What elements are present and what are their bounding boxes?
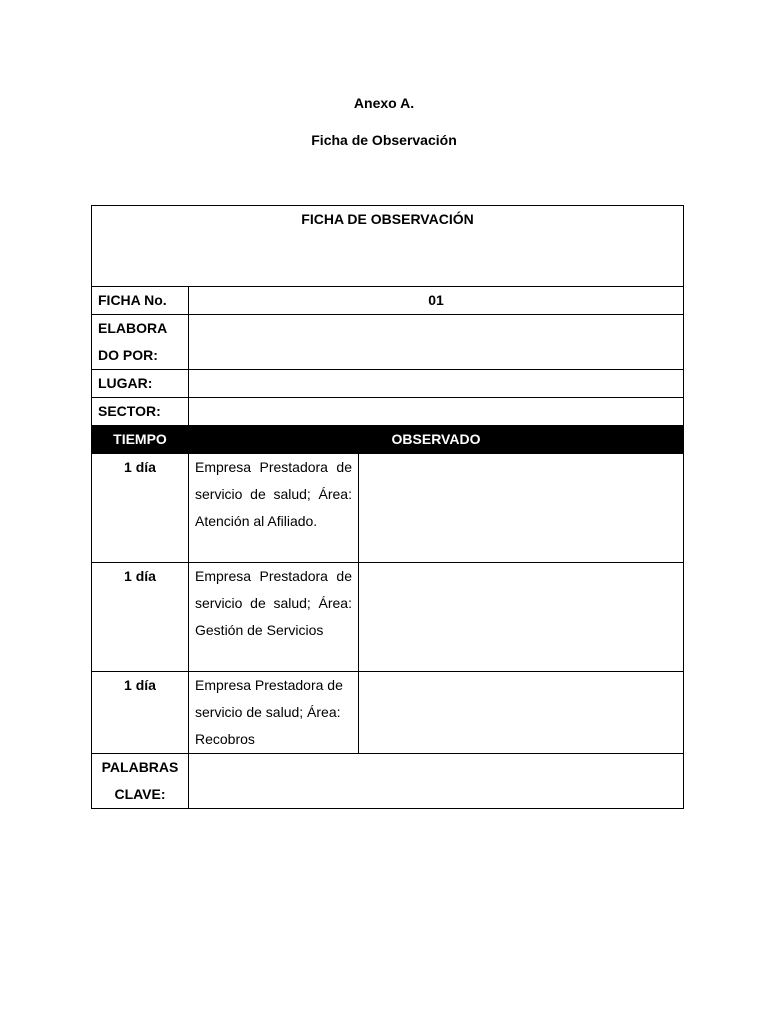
palabras-clave-label (92, 754, 189, 809)
annex-heading: Anexo A. (353, 95, 415, 111)
document-subtitle: Ficha de Observación (311, 132, 457, 148)
descripcion-cell: Empresa Prestadora de servicio de salud; Área: Recobros (189, 672, 359, 754)
elaborado-por-label (92, 315, 189, 370)
elaborado-por-label-line1: ELABORA (98, 320, 168, 336)
palabras-clave-label-line1: PALABRAS (101, 759, 179, 775)
palabras-clave-field (189, 754, 684, 809)
table-row (92, 563, 684, 672)
table-row (92, 454, 684, 563)
column-header-tiempo: TIEMPO (92, 426, 189, 454)
ficha-number-row (92, 287, 684, 315)
sector-field (189, 398, 684, 426)
elaborado-por-row (92, 315, 684, 370)
sector-label: SECTOR: (92, 398, 189, 426)
table-header-row (92, 426, 684, 454)
observacion-cell (359, 563, 684, 672)
table-row (92, 672, 684, 754)
form-title-row (92, 206, 684, 287)
tiempo-cell: 1 día (92, 563, 189, 672)
palabras-clave-label-line2: CLAVE: (114, 786, 166, 802)
palabras-clave-row (92, 754, 684, 809)
observation-form-table (91, 205, 684, 809)
lugar-label: LUGAR: (92, 370, 189, 398)
descripcion-cell: Empresa Prestadora de servicio de salud; Área: Atención al Afiliado. (189, 454, 359, 563)
column-header-observado: OBSERVADO (189, 426, 684, 454)
lugar-field (189, 370, 684, 398)
elaborado-por-field (189, 315, 684, 370)
lugar-row (92, 370, 684, 398)
sector-row (92, 398, 684, 426)
observacion-cell (359, 672, 684, 754)
ficha-number-value: 01 (189, 287, 684, 315)
elaborado-por-label-line2: DO POR: (98, 347, 158, 363)
descripcion-cell: Empresa Prestadora de servicio de salud; Área: Gestión de Servicios (189, 563, 359, 672)
form-title: FICHA DE OBSERVACIÓN (92, 206, 684, 287)
tiempo-cell: 1 día (92, 454, 189, 563)
ficha-number-label: FICHA No. (92, 287, 189, 315)
observacion-cell (359, 454, 684, 563)
tiempo-cell: 1 día (92, 672, 189, 754)
